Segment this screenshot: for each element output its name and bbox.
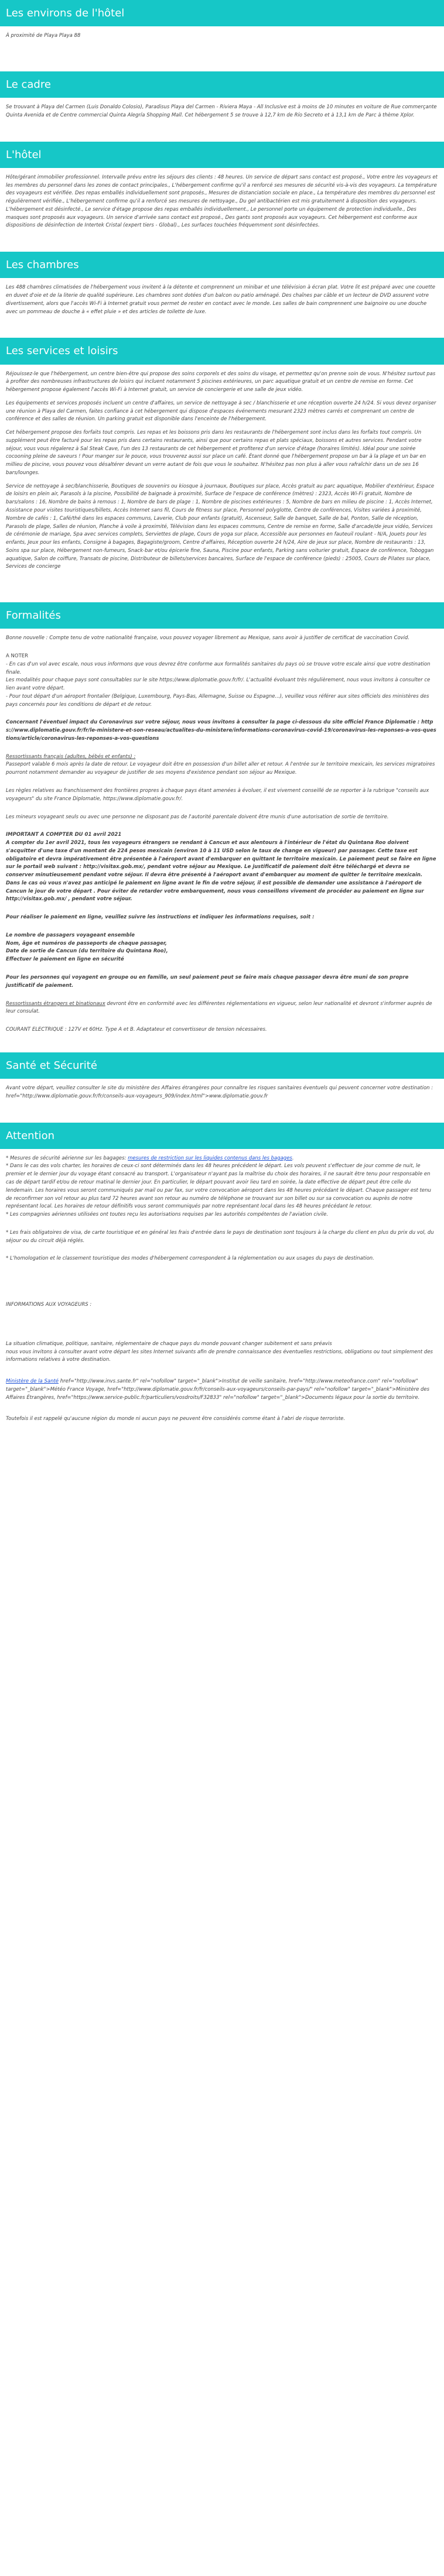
chambres-title: Les chambres xyxy=(0,252,444,278)
info-heading: INFORMATIONS AUX VOYAGEURS : xyxy=(6,1302,92,1308)
standards-text: * L'homologation et le classement touristique des modes d'hébergement correspondent à la réglementation ou aux usages du pays de destination. xyxy=(6,1256,374,1262)
important-notice: IMPORTANT A COMPTER DU 01 avril 2021 A compter du 1er avril 2021, tous les voyageurs étrangers se rendant à Cancun et aux alentours à l'intérieur de l'état du Quintana Roo doivent s'acquitter d'une taxe d'un montant de 224 pesos mexicain (environ 10 à 11 USD selon le taux de change en vigueur) par passager. Cette taxe est obligatoire et devra impérativement être présentée à l'aéroport avant d'embarquer en quittant le territoire mexicain. Le paiement peut se faire en ligne sur le portail web suivant : http://visitax.gob.mx/, pendant votre séjour au Mexique. Le justificatif de paiement doit être téléchargé et devra se conserver minutieusement pendant votre séjour. Il devra être présenté à l'aéroport avant d'embarquer au moment de quitter le territoire mexicain. Dans le cas où vous n'avez pas anticipé le paiement en ligne avant le fin de votre séjour, il est possible de demander une assistance à l'aéroport de Cancun le jour de votre départ . Pour éviter de retarder votre embarquement, nous vous conseillons vivement de procéder au paiement en ligne sur http://visitax.gob.mx/ , pendant votre séjour. xyxy=(6,832,436,903)
notes-heading: A NOTER xyxy=(6,653,29,660)
foreign-text: devront être en conformité avec les différentes réglementations en vigueur, selon leur nationalité et devront s'informer auprès de leur consulat. xyxy=(6,1000,432,1015)
minors-text: Les mineurs voyageant seuls ou avec une personne ne disposant pas de l'autorité parentale doivent être munis d'une autorisation de sortie de territoire. xyxy=(6,814,389,820)
electric-current: COURANT ELECTRIQUE : 127V et 60Hz. Type A et B. Adaptateur et convertisseur de tension nécessaires. xyxy=(6,1027,267,1033)
hotel-title: L'hôtel xyxy=(0,142,444,168)
foreign-heading: Ressortissants étrangers et binationaux xyxy=(6,1000,105,1007)
situation-text: La situation climatique, politique, sanitaire, réglementaire de chaque pays du monde pouvant changer subitement et sans préavis nous vous invitons à consulter avant votre départ les sites Internet suivants afin de prendre connaissance des éventuelles restrictions, obligations ou tout simplement des informations relatives à votre destination. xyxy=(6,1340,433,1363)
fees-text: * Les frais obligatoires de visa, de carte touristique et en général les frais d'entrée dans le pays de destination sont toujours à la charge du client en plus du prix du vol, du séjour ou du circuit déjà réglés. xyxy=(6,1229,434,1244)
schedule-text: * Dans le cas des vols charter, les horaires de ceux-ci sont déterminés dans les 48 heures précédent le départ. Les vols peuvent s'effectuer de jour comme de nuit, le premier et le dernier jour du voyage étant consacré au transport. L'organisateur n'ayant pas la maîtrise du choix des horaires, il ne saurait être tenu pour responsable en cas de départ tardif et/ou de retour matinal le dernier jour. En particulier, le départ pouvant avoir lieu tard en soirée, la date effective de départ peut être celle du lendemain. Les horaires vous seront communiqués par mail ou par fax, sur votre convocation aéroport dans les 48 heures précédant le départ. Chaque passager est tenu de reconfirmer son vol retour au plus tard 72 heures avant son retour au numéro de téléphone se trouvant sur son billet ou sur sa convocation ou auprès de notre représentant local. Les horaires de retour définitifs vous seront communiqués par notre représentant local dans les 48 heures précédant le retour. * Les compagnies aériennes utilisées ont toutes reçu les autorisations requises par les autorités compétentes de l'aviation civile. xyxy=(6,1163,431,1218)
cadre-title: Le cadre xyxy=(0,71,444,98)
rules-text: Les règles relatives au franchissement des frontières propres à chaque pays étant amenées à évoluer, il est vivement conseillé de se reporter à la rubrique "conseils aux voyageurs" du site France Diplomatie, https://www.diplomatie.gouv.fr/. xyxy=(6,787,429,802)
notes-line: - En cas d'un vol avec escale, nous vous informons que vous devrez être conforme aux formalités sanitaires du pays où se trouve votre escale ainsi que votre destination finale. xyxy=(6,661,431,675)
residents-heading: Ressortissants français (adultes, bébés et enfants) : xyxy=(6,753,136,760)
closing-text: Toutefois il est rappelé qu'aucune région du monde ni aucun pays ne peuvent être considérés comme étant à l'abri de risque terroriste. xyxy=(6,1416,346,1422)
services-paragraph: Réjouissez-le que l'hébergement, un centre bien-être qui propose des soins corporels et des soins du visage, et permettez qu'on prenne soin de vous. N'hésitez surtout pas à profiter des nombreuses infrastructures de loisirs qui incluent notamment 5 piscines extérieures, un parc aquatique gratuit et un centre de remise en forme. Cet hébergement propose également l'accès Wi-Fi à Internet gratuit, un service de conciergerie et une salle de jeux vidéo. xyxy=(6,371,436,393)
chambres-section xyxy=(0,278,444,330)
environs-section xyxy=(0,26,444,54)
covid-notice: Concernant l'éventuel impact du Coronavirus sur votre séjour, nous vous invitons à consulter la page ci-dessous du site officiel France Diplomatie : https://www.diplomatie.gouv.fr/fr/le-ministere-et-son-reseau/actualites-du-ministere/informations-coronavirus-covid-19/coronavirus-les-reponses-a-vos-questions/article/coronavirus-les-reponses-a-vos-questions xyxy=(6,719,436,742)
cadre-text: Se trouvant à Playa del Carmen (Luis Donaldo Colosio), Paradisus Playa del Carmen - Riviera Maya - All Inclusive est à moins de 10 minutes en voiture de Rue commerçante Quinta Avenida et de Centre commercial Quinta Alegría Shopping Mall. Cet hébergement 5 se trouve à 12,7 km de Río Secreto et à 13,1 km de Parc à thème Xplor. xyxy=(6,104,437,118)
payment-instructions: Pour réaliser le paiement en ligne, veuillez suivre les instructions et indiquer les informations requises, soit : xyxy=(6,914,315,921)
ministry-rest-text: href="http://www.invs.sante.fr" rel="nofollow" target="_blank">Institut de veille sanitaire, href="http://www.meteofrance.com" rel="nofollow" target="_blank">Météo France Voyage, href="http://www.diplomatie.gouv.fr/fr/conseils-aux-voyageurs/conseils-par-pays/" rel="nofollow" target="_blank">Ministère des Affaires Étrangères, href="https://www.service-public.fr/particuliers/vosdroits/F32833" rel="nofollow" target="_blank">Documents légaux pour la sortie du territoire. xyxy=(6,1378,430,1401)
formalites-section xyxy=(0,629,444,1048)
attention-title: Attention xyxy=(0,1123,444,1149)
environs-text: À proximité de Playa Playa 88 xyxy=(6,33,81,39)
residents-text: Passeport valable 6 mois après la date de retour. Le voyageur doit être en possession d'un billet aller et retour. A l'entrée sur le territoire mexicain, les services migratoires pourront notamment demander au voyageur de justifier de ses moyens d'existence pendant son séjour au Mexique. xyxy=(6,762,435,776)
formalites-title: Formalités xyxy=(0,602,444,629)
notes-line: Les modalités pour chaque pays sont consultables sur le site https://www.diplomatie.gouv.fr/fr/. L'actualité évoluant très régulièrement, nous vous invitons à consulter ce lien avant votre départ. xyxy=(6,677,431,692)
services-title: Les services et loisirs xyxy=(0,338,444,364)
attention-section xyxy=(0,1149,444,1438)
ministry-health-link[interactable]: Ministère de la Santé xyxy=(6,1378,59,1385)
sante-section xyxy=(0,1079,444,1114)
hotel-section xyxy=(0,168,444,243)
formalites-intro: Bonne nouvelle : Compte tenu de votre nationalité française, vous pouvez voyager librement au Mexique, sans avoir à justifier de certificat de vaccination Covid. xyxy=(6,635,410,642)
hotel-text: Hôte/gérant immobilier professionnel. Intervalle prévu entre les séjours des clients : 48 heures. Un service de départ sans contact est proposé., Votre entre les voyageurs et les membres du personnel dans les zones de contact principales., L'hébergement confirme qu'il a renforcé ses mesures de sécurité vis-à-vis des voyageurs. La température des voyageurs est vérifiée. Des repas emballés individuellement sont proposés., Mesures de distanciation sociale en place., La température des membres du personnel est régulièrement vérifiée., L'hébergement confirme qu'il a renforcé ses mesures de nettoyage., Du gel antibactérien est mis gratuitement à disposition des voyageurs. L'hébergement est désinfecté., Le service d'étage propose des repas emballés individuellement., Le personnel porte un équipement de protection individuelle., Des masques sont proposés aux voyageurs. Un service d'arrivée sans contact est proposé., Des gants sont proposés aux voyageurs. Cet hébergement est conforme aux dispositions de désinfection de Intertek Cristal (expert tiers - Global)., Les surfaces touchées fréquemment sont désinfectées. xyxy=(6,174,438,229)
services-paragraph: Cet hébergement propose des forfaits tout compris. Les repas et les boissons pris dans les restaurants de l'hébergement sont inclus dans les forfaits tout compris. Un supplément peut être facturé pour les repas pris dans certains restaurants, ainsi que pour certains repas et plats spéciaux, boissons et autres services. Pendant votre séjour, vous vous régalerez à Sal Steak Cave, l'un des 13 restaurants de cet hébergement et profiterez d'un service d'étage (horaires limités). Idéal pour une soirée cocooning pleine de saveurs ! Pour manger sur le pouce, vous trouverez aussi sur place un café. Étant donné que l'hébergement propose un bar à la plage et un bar en millieu de piscine, vous pouvez vous désaltérer devant un verre autant de fois que vous le souhaitez. N'hésitez pas non plus à aller vous rafraîchir dans un de ses 16 bars/lounges. xyxy=(6,430,426,476)
measures-suffix: . xyxy=(292,1155,294,1161)
chambres-text: Les 488 chambres climatisées de l'hébergement vous invitent à la détente et comprennent un minibar et une télévision à écran plat. Votre lit est préparé avec une couette en duvet d'oie et de la literie de qualité supérieure. Les chambres sont dotées d'un balcon ou patio aménagé. Des chaînes par câble et un lecteur de DVD assurent votre divertissement, alors que l'accès Wi-Fi à Internet gratuit vous permet de rester en contact avec le monde. Les salles de bain comprennent une baignoire ou une douche avec un pommeau de douche à « effet pluie » et des articles de toilette de luxe. xyxy=(6,284,435,315)
liquids-restriction-link[interactable]: mesures de restriction sur les liquides contenus dans les bagages xyxy=(128,1155,292,1161)
services-section xyxy=(0,365,444,585)
notes-line: - Pour tout départ d'un aéroport frontalier (Belgique, Luxembourg, Pays-Bas, Allemagne, Suisse ou Espagne...), veuillez vous référer aux sites officiels des ministères des pays concernés pour les conditions de départ et de retour. xyxy=(6,693,429,708)
family-payment: Pour les personnes qui voyagent en groupe ou en famille, un seul paiement peut se faire mais chaque passager devra être muni de son propre justificatif de paiement. xyxy=(6,975,409,989)
measures-prefix: * Mesures de sécurité aérienne sur les bagages: xyxy=(6,1155,128,1161)
environs-title: Les environs de l'hôtel xyxy=(0,0,444,26)
cadre-section xyxy=(0,98,444,133)
payment-requirements: Le nombre de passagers voyageant ensemble Nom, âge et numéros de passeports de chaque passager, Date de sortie de Cancun (du territoire du Quintana Roo), Effectuer le paiement en ligne en sécurité xyxy=(6,932,168,963)
services-paragraph: Service de nettoyage à sec/blanchisserie, Boutiques de souvenirs ou kiosque à journaux, Boutiques sur place, Accès gratuit au parc aquatique, Mobilier d'extérieur, Espace de loisirs en plein air, Parasols à la piscine, Possibilité de baignade à proximité, Surface de l'espace de conférence (mètres) : 2323, Accès Wi-Fi gratuit, Nombre de bars/salons : 16, Nombre de bains à remous : 1, Nombre de bars de plage : 1, Nombre de piscines extérieures : 5, Nombre de bars en milieu de piscine : 1, Accès Internet, Assistance pour visites touristiques/billets, Accès Internet sans fil, Cours de fitness sur place, Personnel polyglotte, Centre de conférences, Visites variées à proximité, Nombre de cafés : 1, Café/thé dans les espaces communs, Laverie, Club pour enfants (gratuit), Ascenseur, Salle de banquet, Salle de bal, Ponton, Salle de réception, Parasols de plage, Salles de réunion, Planche à voile à proximité, Télévision dans les espaces communs, Centre de remise en forme, Salle d'arcade/de jeux vidéo, Services de cérémonie de mariage, Spa avec services complets, Serviettes de plage, Cours de yoga sur place, Accessible aux personnes en fauteuil roulant - N/A, Jouets pour les enfants, Jeux pour les enfants, Consigne à bagages, Bagagiste/groom, Centre d'affaires, Réception ouverte 24 h/24, Aire de jeux sur place, Nombre de restaurants : 13, Soins spa sur place, Hébergement non-fumeurs, Snack-bar et/ou épicerie fine, Sauna, Piscine pour enfants, Parking sans voiturier gratuit, Espace de conférence, Toboggan aquatique, Salon de coiffure, Transats de piscine, Distributeur de billets/services bancaires, Surface de l'espace de conférence (pieds) : 25005, Cours de Pilates sur place, Services de concierge xyxy=(6,483,435,570)
sante-title: Santé et Sécurité xyxy=(0,1052,444,1079)
services-paragraph: Les équipements et services proposés incluent un centre d'affaires, un service de nettoyage à sec / blanchisserie et une réception ouverte 24 h/24. Si vous devez organiser une réunion à Playa del Carmen, faites confiance à cet hébergement qui dispose d'espaces événements mesurant 2323 mètres carrés et comprenant un centre de conférence et des salles de réunion. Un parking gratuit est disponible dans l'enceinte de l'hébergement. xyxy=(6,400,436,423)
sante-text: Avant votre départ, veuillez consulter le site du ministère des Affaires étrangères pour connaître les risques sanitaires éventuels qui peuvent concerner votre destination : href="http://www.diplomatie.gouv.fr/fr/conseils-aux-voyageurs_909/index.html">www.diplomatie.gouv.fr xyxy=(6,1085,433,1099)
